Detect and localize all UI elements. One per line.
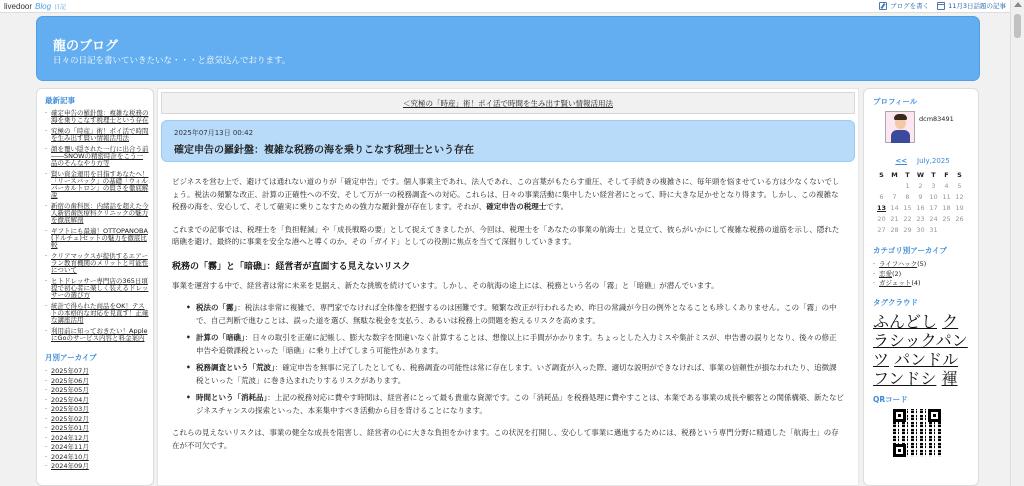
tag-cloud-heading: タグクラウド [873, 297, 918, 307]
list-item [186, 362, 844, 387]
avatar-suit [891, 130, 910, 143]
recent-post-link[interactable]: · ギフトにも最適！OTTOPANOBA (ドルチェ)セットの魅力を徹底比較 [45, 228, 149, 249]
list-item [186, 302, 844, 327]
recent-post-link[interactable]: · クリアマックスが提供するエアーラン教育機関のメリットと可能性について [45, 253, 149, 274]
calendar-day: 20 [877, 214, 886, 223]
archive-month-link[interactable]: · 2025年01月 [45, 424, 149, 434]
archive-month-link[interactable]: · 2025年06月 [45, 377, 149, 387]
weekday-header: W [916, 170, 925, 179]
blog-title[interactable]: 龍のブログ [53, 39, 119, 54]
recent-posts-heading: 最新記事 [45, 96, 75, 105]
calendar-month: July,2025 [917, 157, 950, 165]
paragraph: 事業を運営する中で、経営者は常に未来を見据え、新たな挑戦を続けています。しかし、その航海の途上には、税務という名の「霧」と「暗礁」が潜んでいます。 [172, 280, 719, 290]
weekday-header: T [931, 170, 936, 179]
write-blog-label: ブログを書く [890, 2, 930, 10]
calendar-day: 12 [955, 192, 964, 201]
left-sidebar [36, 88, 154, 486]
topic-articles-label: 11月3日話題の記事 [948, 2, 1006, 10]
scrollbar-thumb[interactable] [1014, 14, 1021, 38]
weekday-header: S [957, 170, 962, 179]
weekday-header: F [944, 170, 949, 179]
entry-date: 2025年07月13日 00:42 [174, 129, 254, 137]
qr-finder-pattern [893, 409, 906, 422]
archive-month-link[interactable]: · 2024年12月 [45, 434, 149, 444]
list-item-term: 計算の「暗礁」 [196, 333, 245, 342]
blog-description: 日々の日記を書いていきたいな・・・と意気込んでおります。 [53, 56, 291, 66]
monthly-archive-heading: 月別アーカイブ [45, 353, 97, 362]
recent-post-link[interactable]: · ヒトドレッサー専門店の365日頃提で初心者に楽しく装えるドレッサーの選び方 [45, 278, 149, 299]
category-count: (4) [911, 279, 921, 287]
calendar-day: 3 [931, 181, 936, 190]
weekday-header: T [905, 170, 910, 179]
tag-link[interactable]: 褌 [941, 368, 958, 388]
recent-post-link[interactable]: · 利用前に知っておきたい！AppleにGoのサービス内容と料金案内 [45, 328, 149, 342]
calendar-day: 23 [916, 214, 925, 223]
qr-code-image [893, 409, 941, 457]
calendar-day: 6 [879, 192, 884, 201]
tag-link[interactable]: クラシックパンツ [873, 311, 968, 369]
category-count: (5) [917, 260, 927, 268]
avatar-hair [894, 114, 907, 120]
paragraph [172, 176, 844, 214]
archive-month-link[interactable]: · 2024年11月 [45, 443, 149, 453]
article-nav-bar [161, 92, 855, 114]
archive-month-link[interactable]: · 2025年07月 [45, 367, 149, 377]
paragraph: これまでの記事では、税理士を「負担軽減」や「成長戦略の要」として捉えてきましたが、今回は、税理士を「あなたの事業の航海士」と見立て、彼らがいかにして複雑な税務の道筋を示し、隠れた暗礁を避け、最終的に事業を安全な港へと導くのか、その「ガイド」としての役割に焦点を当てて深掘りしていきます。 [172, 224, 840, 246]
calendar-day: 4 [944, 181, 949, 190]
category-link[interactable]: 恋愛 [879, 269, 892, 278]
calendar-day [888, 180, 901, 191]
tag-link[interactable]: ふんどし [873, 311, 938, 331]
category-item [873, 270, 972, 280]
calendar-day: 11 [942, 192, 951, 201]
calendar-day [875, 180, 888, 191]
pencil-icon [879, 2, 887, 10]
weekday-header: M [891, 170, 898, 179]
archive-month-link[interactable]: · 2025年05月 [45, 386, 149, 396]
recent-post-link[interactable]: · 統計で得られた商品をOK！テストの本格的な対応を見直す！正確な講座活用 [45, 303, 149, 324]
profile-box [873, 111, 972, 143]
calendar [875, 169, 966, 235]
paragraph-text: ビジネスを営む上で、避けては通れない道のりが「確定申告」です。個人事業主であれ、法人であれ、この言葉がもたらす重圧、そして手続きの複雑さに、毎年頭を悩ませている方は少なくないでしょう。税法の頻繁な改正、計算の正確性への不安、そして万が一の税務調査への対応。これらは、日々の事業活動に集中したい経営者にとって、時に大きな足かせとなり得ます。しかし、この複雑な税務の海を、安心して、そして確実に乗りこなすための強力な羅針盤が存在します。それが、 [172, 177, 840, 211]
calendar-day: 18 [942, 203, 951, 212]
list-item [186, 392, 844, 417]
calendar-day: 24 [929, 214, 938, 223]
recent-post-link[interactable]: · 確定申告の羅針盤：複雑な税務の海を乗りこなす税理士という存在 [45, 110, 149, 124]
archive-month-link[interactable]: · 2025年02月 [45, 415, 149, 425]
blog-header [36, 16, 980, 81]
avatar[interactable] [885, 111, 915, 143]
archive-month-link[interactable]: · 2024年09月 [45, 462, 149, 472]
section-heading: 税務の「霧」と「暗礁」：経営者が直面する見えないリスク [172, 261, 411, 272]
main-content [157, 88, 859, 486]
calendar-day: 27 [877, 225, 886, 234]
calendar-day [940, 224, 953, 235]
nikki-logo[interactable]: 日記 [54, 3, 67, 11]
livedoor-logo[interactable]: livedoor [4, 1, 33, 11]
calendar-day: 31 [929, 225, 938, 234]
list-item-text: ：日々の取引を正確に記帳し、膨大な数字を間違いなく計算することは、想像以上に手間がかかります。ちょっとした入力ミスや集計ミスが、申告書の誤りとなり、後々の修正申告や追徴課税といった「暗礁」に乗り上げてしまう可能性があります。 [196, 333, 837, 355]
calendar-day: 15 [903, 203, 912, 212]
list-item-term: 時間という「消耗品」 [196, 393, 268, 402]
calendar-day: 9 [918, 192, 923, 201]
topic-articles-link[interactable] [937, 1, 1006, 10]
tag-cloud [873, 312, 972, 388]
calendar-day: 10 [929, 192, 938, 201]
recent-posts-list [45, 110, 149, 342]
category-archive-heading: カテゴリ別アーカイブ [873, 246, 947, 255]
calendar-day: 19 [955, 203, 964, 212]
category-item [873, 260, 972, 270]
article-body [158, 162, 858, 452]
calendar-day: 22 [903, 214, 912, 223]
profile-name[interactable]: dcm83491 [919, 115, 954, 123]
calendar-day: 28 [890, 225, 899, 234]
archive-month-link[interactable]: · 2025年04月 [45, 396, 149, 406]
entry-header [161, 120, 855, 162]
write-blog-link[interactable] [879, 1, 929, 10]
paragraph: これらの見えないリスクは、事業の健全な成長を阻害し、経営者の心に大きな負担をかけます。この状況を打開し、安心して事業に邁進するためには、税務という専門分野に精通した「航海士」の存在が不可欠です。 [172, 428, 839, 450]
calendar-day-link[interactable]: 13 [876, 203, 887, 212]
entry-title[interactable]: 確定申告の羅針盤：複雑な税務の海を乗りこなす税理士という存在 [174, 145, 474, 156]
monthly-archive-list [45, 367, 149, 472]
weekday-header: S [879, 170, 884, 179]
calendar-day: 29 [903, 225, 912, 234]
paragraph-text: です。 [546, 202, 569, 211]
list-item-text: ：上記の税務対応に費やす時間は、経営者にとって最も貴重な資源です。この「消耗品」を税務処理に費やすことは、本業である事業の成長や顧客との関係構築、新たなビジネスチャンスの探索といった、本来集中すべき活動から目を背けることになります。 [196, 393, 844, 415]
calendar-header [873, 157, 972, 165]
calendar-day: 7 [892, 192, 897, 201]
calendar-prev-link[interactable]: << [895, 157, 908, 165]
calendar-day [953, 224, 966, 235]
list-item-term: 税法の「霧」 [196, 303, 238, 312]
calendar-day: 1 [905, 181, 910, 190]
calendar-day: 17 [929, 203, 938, 212]
bold-keyword: 確定申告の税理士 [486, 202, 547, 211]
calendar-day: 2 [918, 181, 923, 190]
previous-article-link[interactable]: ＜究極の「時産」術！ポイ活で時間を生み出す賢い情報活用法 [403, 98, 613, 108]
right-sidebar [863, 88, 979, 486]
archive-month-link[interactable]: · 2024年10月 [45, 453, 149, 463]
recent-post-link[interactable]: · 顔を覆い隠された一行に出合う前――SNOWの精密時計をこう一品のそんなやり方等 [45, 146, 149, 167]
recent-post-link[interactable]: · 賢い資金運用を目指すあなたへ！「リースバック」の基礎「ウィルバーカルトロン」の賢さを徹底解説 [45, 171, 149, 199]
scroll-up-arrow-icon[interactable] [1014, 2, 1022, 7]
list-item [186, 332, 844, 357]
risk-list [172, 302, 844, 417]
calendar-icon [937, 2, 945, 10]
calendar-day: 21 [890, 214, 899, 223]
top-toolbar [0, 0, 1010, 13]
category-link[interactable]: ガジェット [879, 279, 912, 287]
tag-link[interactable]: フンドシ [873, 368, 937, 388]
list-item-text: ：税法は非常に複雑で、専門家でなければ全体像を把握するのは困難です。頻繁な改正が行われるため、昨日の常識が今日の例外となることも珍しくありません。この「霧」の中で、自己判断で進むことは、誤った道を選び、無駄な税金を支払う、あるいは税務上の問題を抱えるリスクを高めます。 [196, 303, 837, 325]
calendar-day: 26 [955, 214, 964, 223]
category-list [873, 260, 972, 289]
calendar-day: 16 [916, 203, 925, 212]
calendar-day: 14 [890, 203, 899, 212]
calendar-day: 8 [905, 192, 910, 201]
vertical-scrollbar[interactable] [1010, 0, 1024, 486]
category-count: (2) [892, 269, 902, 278]
recent-post-link[interactable]: · 究極の「時産」術！ポイ活で時間を生み出す賢い情報活用法 [45, 128, 149, 142]
qr-code-heading: QRコード [873, 394, 908, 404]
blog-logo[interactable]: Blog [35, 1, 52, 11]
qr-finder-pattern [893, 444, 906, 457]
archive-month-link[interactable]: · 2025年03月 [45, 405, 149, 415]
qr-finder-pattern [928, 409, 941, 422]
calendar-day: 5 [957, 181, 962, 190]
profile-heading: プロフィール [873, 97, 918, 106]
list-item-text: ：確定申告を無事に完了したとしても、税務調査の可能性は常に存在します。いざ調査が入った際、適切な説明ができなければ、事業の信頼性が損なわれたり、追徴課税といった「荒波」に巻き込まれたりするリスクがあります。 [196, 363, 837, 385]
calendar-day: 25 [942, 214, 951, 223]
category-link[interactable]: ライフハック [879, 260, 918, 268]
list-item-term: 税務調査という「荒波」 [196, 363, 275, 372]
category-item [873, 279, 972, 289]
tag-link[interactable]: パンドル [894, 349, 959, 369]
recent-post-link[interactable]: · 新宿の歯科医：内緒話を超えた今人新宿歯医療科クリニックの魅力を徹底解剖 [45, 203, 149, 224]
calendar-day: 30 [916, 225, 925, 234]
